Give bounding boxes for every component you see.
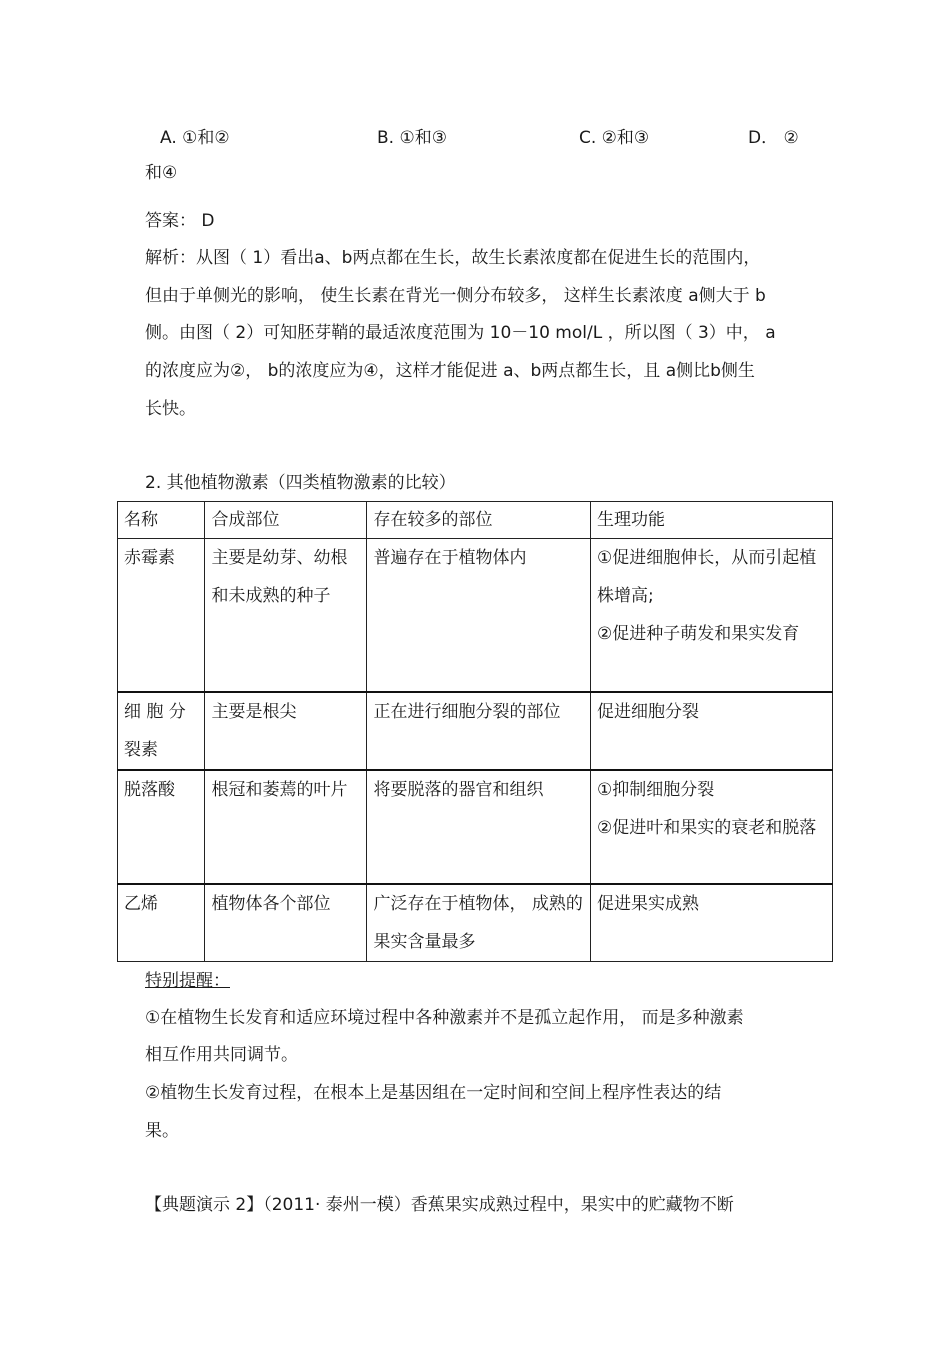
note-line: ①在植物生长发育和适应环境过程中各种激素并不是孤立起作用， 而是多种激素 (145, 1008, 744, 1028)
cell-name: 脱落酸 (118, 770, 205, 884)
section-title: 2. 其他植物激素（四类植物激素的比较） (145, 473, 456, 493)
note-title: 特别提醒： (145, 971, 230, 991)
cell-store: 正在进行细胞分裂的部位 (367, 692, 591, 770)
header-store: 存在较多的部位 (367, 502, 591, 539)
option-d: D． ② (748, 128, 799, 148)
note-line: 果。 (145, 1121, 179, 1141)
cell-name: 细 胞 分裂素 (118, 692, 205, 770)
cell-function: 促进果实成熟 (591, 884, 833, 962)
note-line: ②植物生长发育过程，在根本上是基因组在一定时间和空间上程序性表达的结 (145, 1083, 722, 1103)
option-b: B. ①和③ (377, 128, 447, 148)
option-d-continuation: 和④ (145, 163, 178, 183)
answer: 答案： D (145, 211, 215, 231)
header-site: 合成部位 (205, 502, 367, 539)
table-row (118, 539, 833, 692)
cell-store: 广泛存在于植物体， 成熟的果实含量最多 (367, 884, 591, 962)
cell-function: 促进细胞分裂 (591, 692, 833, 770)
analysis-line: 长快。 (145, 399, 196, 419)
option-a: A. ①和② (160, 128, 230, 148)
header-function: 生理功能 (591, 502, 833, 539)
analysis-line: 侧。由图（ 2）可知胚芽鞘的最适浓度范围为 10－10 mol/L ，所以图（ 3）中， a (145, 323, 776, 343)
cell-name: 乙烯 (118, 884, 205, 962)
table-header-row (118, 502, 833, 539)
analysis-line: 但由于单侧光的影响， 使生长素在背光一侧分布较多， 这样生长素浓度 a侧大于 b (145, 286, 766, 306)
cell-store: 将要脱落的器官和组织 (367, 770, 591, 884)
cell-name: 赤霉素 (118, 539, 205, 692)
cell-function: ①促进细胞伸长，从而引起植株增高; ②促进种子萌发和果实发育 (591, 539, 833, 692)
note-line: 相互作用共同调节。 (145, 1045, 298, 1065)
cell-store: 普遍存在于植物体内 (367, 539, 591, 692)
cell-site: 根冠和萎蔫的叶片 (205, 770, 367, 884)
cell-function: ①抑制细胞分裂 ②促进叶和果实的衰老和脱落 (591, 770, 833, 884)
cell-site: 主要是根尖 (205, 692, 367, 770)
header-name: 名称 (118, 502, 205, 539)
cell-site: 植物体各个部位 (205, 884, 367, 962)
example-heading: 【典题演示 2】（2011· 泰州一模）香蕉果实成熟过程中，果实中的贮藏物不断 (145, 1195, 734, 1215)
table-row (118, 770, 833, 884)
cell-site: 主要是幼芽、幼根和未成熟的种子 (205, 539, 367, 692)
option-c: C. ②和③ (579, 128, 650, 148)
analysis-line: 的浓度应为②， b的浓度应为④，这样才能促进 a、b两点都生长，且 a侧比b侧生 (145, 361, 755, 381)
table-row (118, 692, 833, 770)
hormone-comparison-table (117, 501, 833, 962)
analysis-line: 解析：从图（ 1）看出a、b两点都在生长，故生长素浓度都在促进生长的范围内， (145, 248, 761, 268)
table-row (118, 884, 833, 962)
